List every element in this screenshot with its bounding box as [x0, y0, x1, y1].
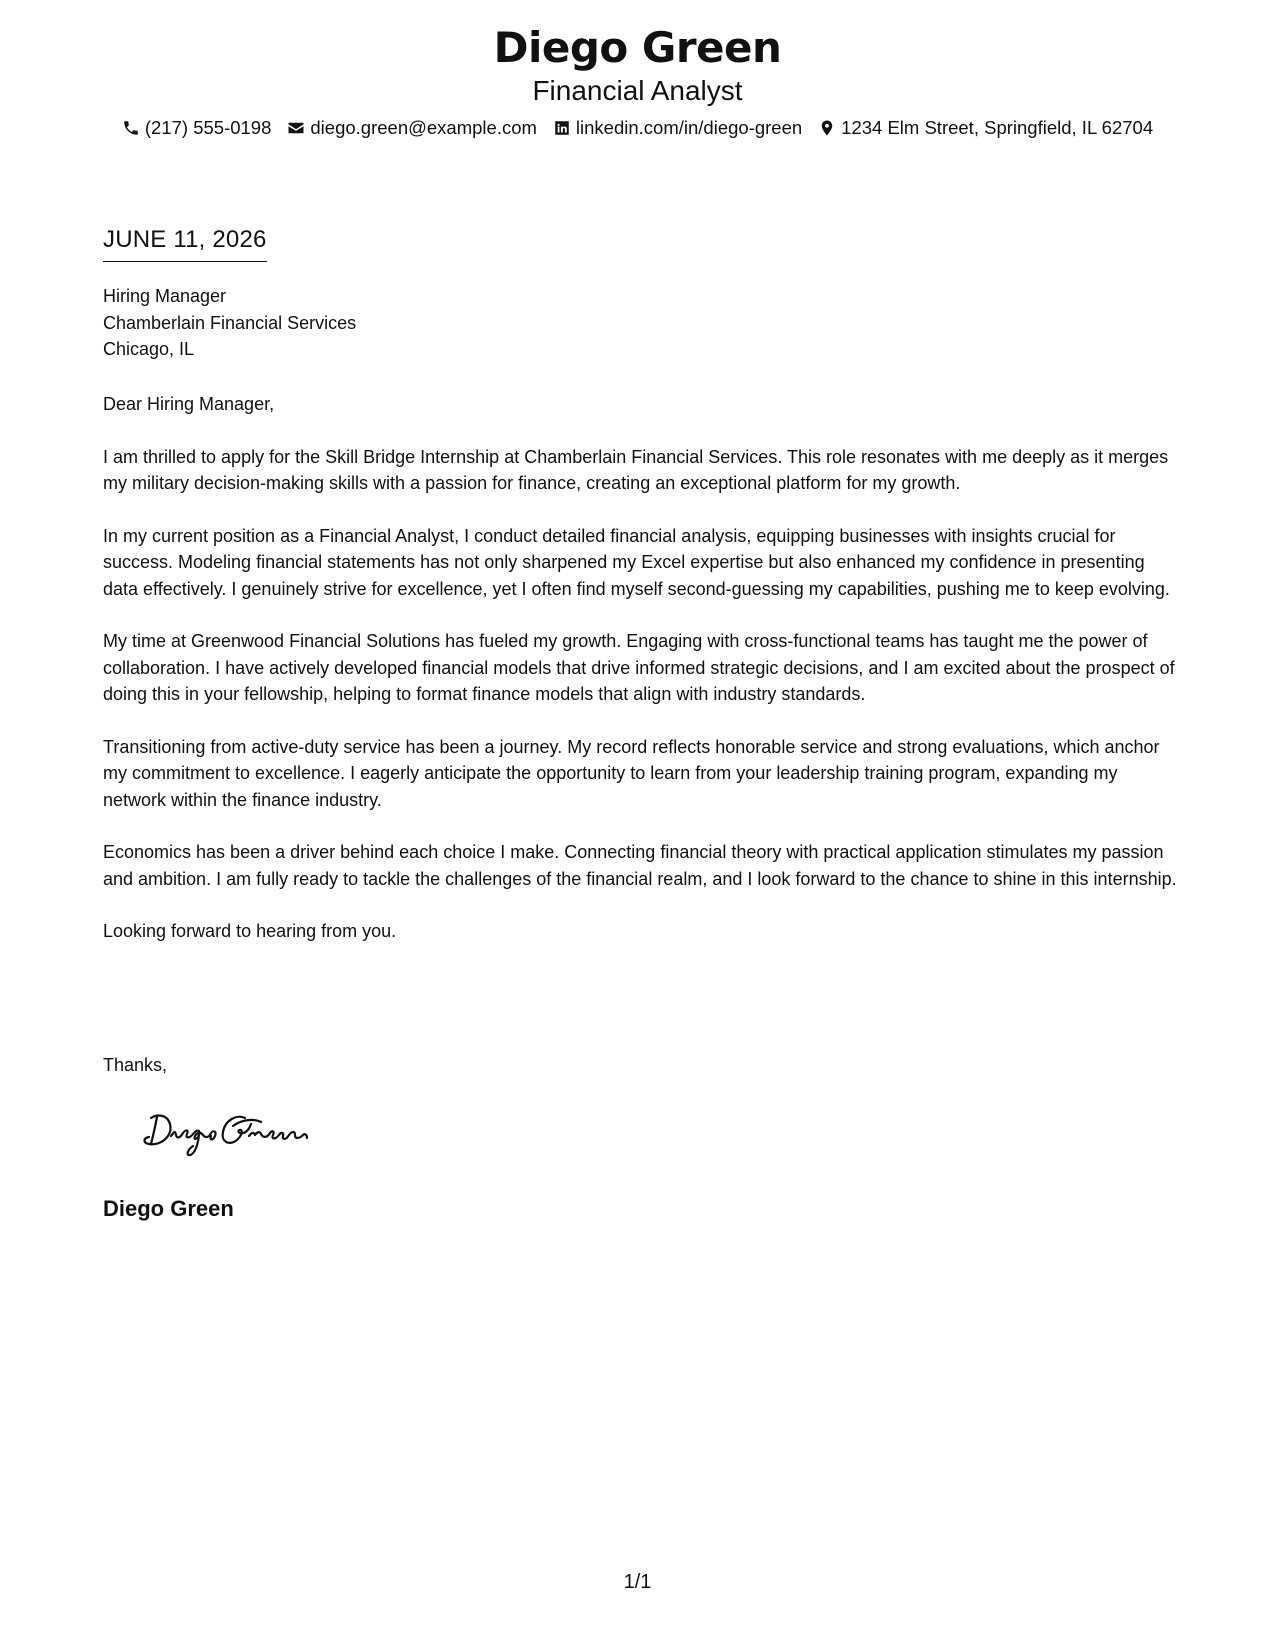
- body-paragraph: I am thrilled to apply for the Skill Bridge Internship at Chamberlain Financial Services. This role resonates with me deeply as it merges my military decision-making skills with a passion for finance, creating an exceptional platform for my growth.: [103, 446, 1169, 493]
- contact-email[interactable]: [287, 115, 537, 141]
- phone-icon: [122, 119, 140, 137]
- letter-header: [0, 22, 1275, 141]
- contact-bar: [0, 115, 1275, 141]
- contact-linkedin[interactable]: [553, 115, 802, 141]
- contact-phone[interactable]: [122, 115, 272, 141]
- phone-text: (217) 555-0198: [144, 117, 272, 138]
- linkedin-text: linkedin.com/in/diego-green: [575, 117, 803, 138]
- recipient-line: Chamberlain Financial Services: [103, 312, 357, 333]
- letter-date: JUNE 11, 2026: [103, 223, 267, 262]
- page-indicator: 1/1: [623, 1571, 652, 1593]
- recipient-block: [103, 283, 356, 363]
- signature-image: [137, 1102, 337, 1162]
- salutation: Dear Hiring Manager,: [103, 394, 275, 414]
- letter-body: [103, 391, 1178, 971]
- contact-address: [818, 115, 1153, 141]
- recipient-line: Chicago, IL: [103, 339, 195, 359]
- body-paragraph: Transitioning from active-duty service has been a journey. My record reflects honorable service and strong evaluations, which anchor my commitment to excellence. I eagerly anticipate the opportunity to learn from your leadership training program, expanding my network within the finance industry.: [103, 736, 1160, 810]
- applicant-title: Financial Analyst: [532, 75, 743, 106]
- address-text: 1234 Elm Street, Springfield, IL 62704: [841, 117, 1154, 138]
- email-text: diego.green@example.com: [310, 117, 537, 138]
- envelope-icon: [287, 119, 305, 137]
- signer-name: Diego Green: [103, 1196, 234, 1221]
- recipient-line: Hiring Manager: [103, 286, 227, 306]
- body-paragraph: Looking forward to hearing from you.: [103, 921, 397, 941]
- body-paragraph: Economics has been a driver behind each choice I make. Connecting financial theory with practical application stimulates my passion and ambition. I am fully ready to tackle the challenges of the financial realm, and I look forward to the chance to shine in this internship.: [103, 842, 1177, 889]
- closing: Thanks,: [103, 1055, 168, 1075]
- handwritten-signature: [137, 1102, 337, 1162]
- map-marker-icon: [818, 119, 836, 137]
- letter-date-block: [103, 223, 267, 262]
- applicant-name: Diego Green: [493, 23, 782, 72]
- linkedin-icon: [553, 119, 571, 137]
- body-paragraph: In my current position as a Financial Analyst, I conduct detailed financial analysis, equipping businesses with insights crucial for success. Modeling financial statements has not only sharpened my Excel expertise but also enhanced my confidence in presenting data effectively. I genuinely strive for excellence, yet I often find myself second-guessing my capabilities, pushing me to keep evolving.: [103, 525, 1170, 599]
- body-paragraph: My time at Greenwood Financial Solutions has fueled my growth. Engaging with cross-functional teams has taught me the power of collaboration. I have actively developed financial models that drive informed strategic decisions, and I am excited about the prospect of doing this in your fellowship, helping to format finance models that align with industry standards.: [103, 631, 1175, 704]
